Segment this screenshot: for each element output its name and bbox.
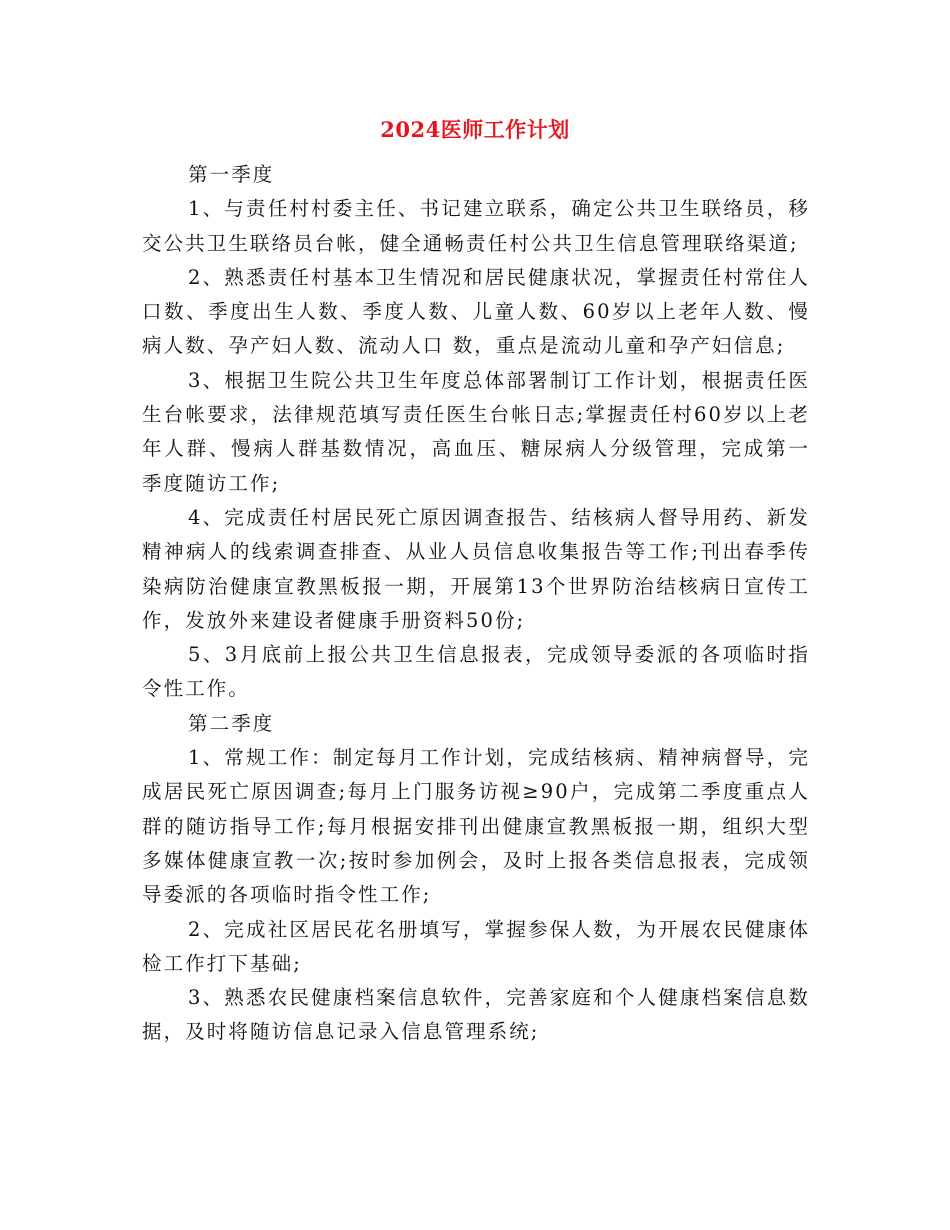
document-body <box>142 158 810 1050</box>
paragraph: 5、3月底前上报公共卫生信息报表，完成领导委派的各项临时指令性工作。 <box>142 643 810 701</box>
section-heading-q1: 第一季度 <box>188 163 275 186</box>
document-title: 2024医师工作计划 <box>380 117 570 142</box>
section-heading-q2: 第二季度 <box>188 711 275 735</box>
paragraph: 1、常规工作：制定每月工作计划，完成结核病、精神病督导，完成居民死亡原因调查;每月上门服务访视≥90户，完成第二季度重点人群的随访指导工作;每月根据安排刊出健康宣教黑板报一期，组织大型多媒体健康宣教一次;按时参加例会，及时上报各类信息报表，完成领导委派的各项临时指令性工作; <box>142 746 810 907</box>
paragraph: 1、与责任村村委主任、书记建立联系，确定公共卫生联络员，移交公共卫生联络员台帐，健全通畅责任村公共卫生信息管理联络渠道; <box>142 197 810 255</box>
paragraph: 2、完成社区居民花名册填写，掌握参保人数，为开展农民健康体检工作打下基础; <box>142 917 810 975</box>
paragraph: 4、完成责任村居民死亡原因调查报告、结核病人督导用药、新发精神病人的线索调查排查、从业人员信息收集报告等工作;刊出春季传染病防治健康宣教黑板报一期，开展第13个世界防治结核病日宣传工作，发放外来建设者健康手册资料50份; <box>142 505 810 632</box>
paragraph: 3、熟悉农民健康档案信息软件，完善家庭和个人健康档案信息数据，及时将随访信息记录入信息管理系统; <box>142 986 810 1044</box>
paragraph: 3、根据卫生院公共卫生年度总体部署制订工作计划，根据责任医生台帐要求，法律规范填写责任医生台帐日志;掌握责任村60岁以上老年人群、慢病人群基数情况，高血压、糖尿病人分级管理，完成第一季度随访工作; <box>142 368 810 495</box>
paragraph: 2、熟悉责任村基本卫生情况和居民健康状况，掌握责任村常住人口数、季度出生人数、季度人数、儿童人数、60岁以上老年人数、慢病人数、孕产妇人数、流动人口 数，重点是流动儿童和孕产妇信息; <box>142 265 810 358</box>
